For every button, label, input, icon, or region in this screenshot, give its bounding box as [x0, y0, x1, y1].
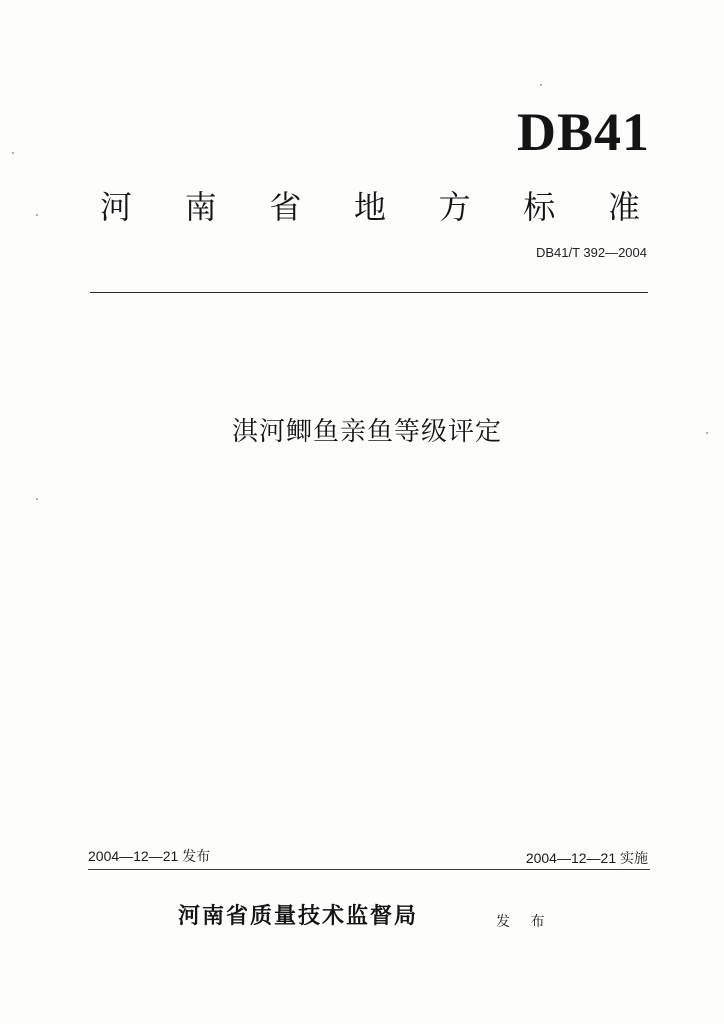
- standard-type-char: 准: [607, 188, 640, 226]
- scan-speck: [36, 214, 38, 216]
- scan-speck: [706, 432, 708, 434]
- standard-number: DB41/T 392—2004: [535, 245, 647, 260]
- document-title: 淇河鲫鱼亲鱼等级评定: [231, 417, 502, 447]
- standard-code: DB41: [516, 102, 650, 162]
- header-divider: [90, 292, 648, 293]
- footer-divider: [88, 869, 650, 870]
- publish-label: 发 布: [496, 914, 553, 930]
- publisher-name: 河南省质量技术监督局: [178, 903, 419, 929]
- scan-speck: [12, 152, 14, 154]
- scan-speck: [540, 84, 542, 86]
- issue-date: 2004—12—21 发布: [88, 848, 211, 864]
- standard-type-char: 河: [100, 188, 133, 226]
- standard-type-char: 方: [438, 188, 471, 226]
- scan-speck: [36, 498, 38, 500]
- standard-type-char: 标: [523, 188, 556, 226]
- implementation-date: 2004—12—21 实施: [525, 850, 648, 866]
- standard-type-heading: [100, 186, 640, 228]
- standard-type-char: 省: [269, 188, 302, 226]
- standard-type-char: 南: [184, 188, 217, 226]
- standard-type-char: 地: [353, 188, 386, 226]
